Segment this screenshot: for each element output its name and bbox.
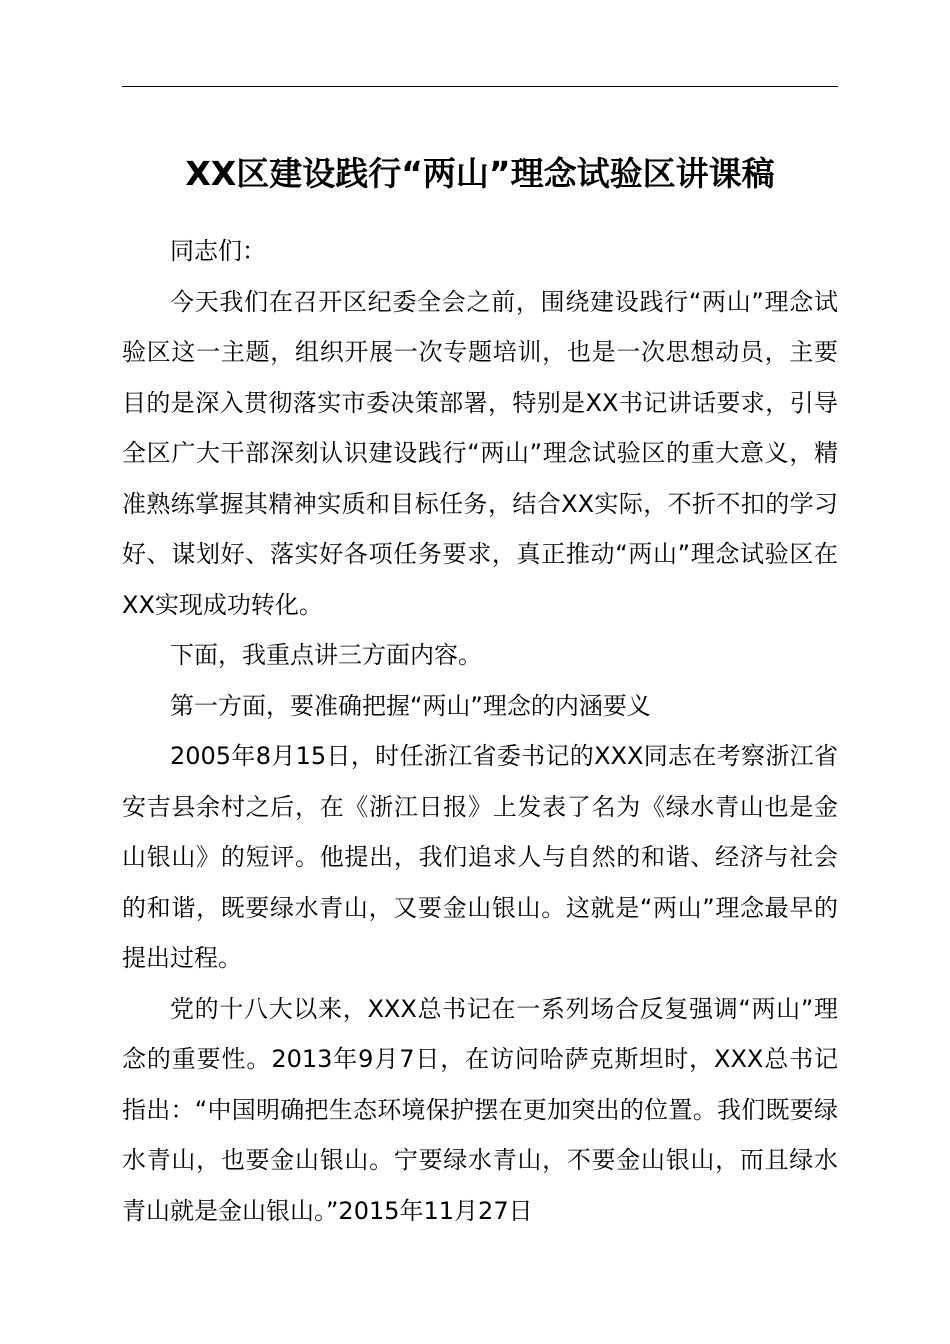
section-heading-1: 第一方面，要准确把握“两山”理念的内涵要义 (170, 691, 651, 720)
body-paragraph-intro: 今天我们在召开区纪委全会之前，围绕建设践行“两山”理念试验区这一主题，组织开展一次专题培训，也是一次思想动员，主要目的是深入贯彻落实市委决策部署，特别是XX书记讲话要求，引导全区广大干部深刻认识建设践行“两山”理念试验区的重大意义，精准熟练掌握其精神实质和目标任务，结合XX实际，不折不扣的学习好、谋划好、落实好各项任务要求，真正推动“两山”理念试验区在XX实现成功转化。 (122, 287, 838, 619)
body-paragraph-outline: 下面，我重点讲三方面内容。 (170, 641, 482, 669)
salutation: 同志们： (170, 237, 266, 265)
body-paragraph-development: 党的十八大以来，XXX总书记在一系列场合反复强调“两山”理念的重要性。2013年9月7日，在访问哈萨克斯坦时，XXX总书记指出：“中国明确把生态环境保护摆在更加突出的位置。我们既要绿水青山，也要金山银山。宁要绿水青山，不要金山银山，而且绿水青山就是金山银山。”2015年11月27日 (122, 994, 838, 1225)
document-title: XX区建设践行“两山”理念试验区讲课稿 (185, 154, 775, 193)
header-rule (122, 86, 838, 87)
document-body (122, 226, 838, 1236)
body-paragraph-history: 2005年8月15日，时任浙江省委书记的XXX同志在考察浙江省安吉县余村之后，在《浙江日报》上发表了名为《绿水青山也是金山银山》的短评。他提出，我们追求人与自然的和谐、经济与社会的和谐，既要绿水青山，又要金山银山。这就是“两山”理念最早的提出过程。 (122, 742, 838, 972)
